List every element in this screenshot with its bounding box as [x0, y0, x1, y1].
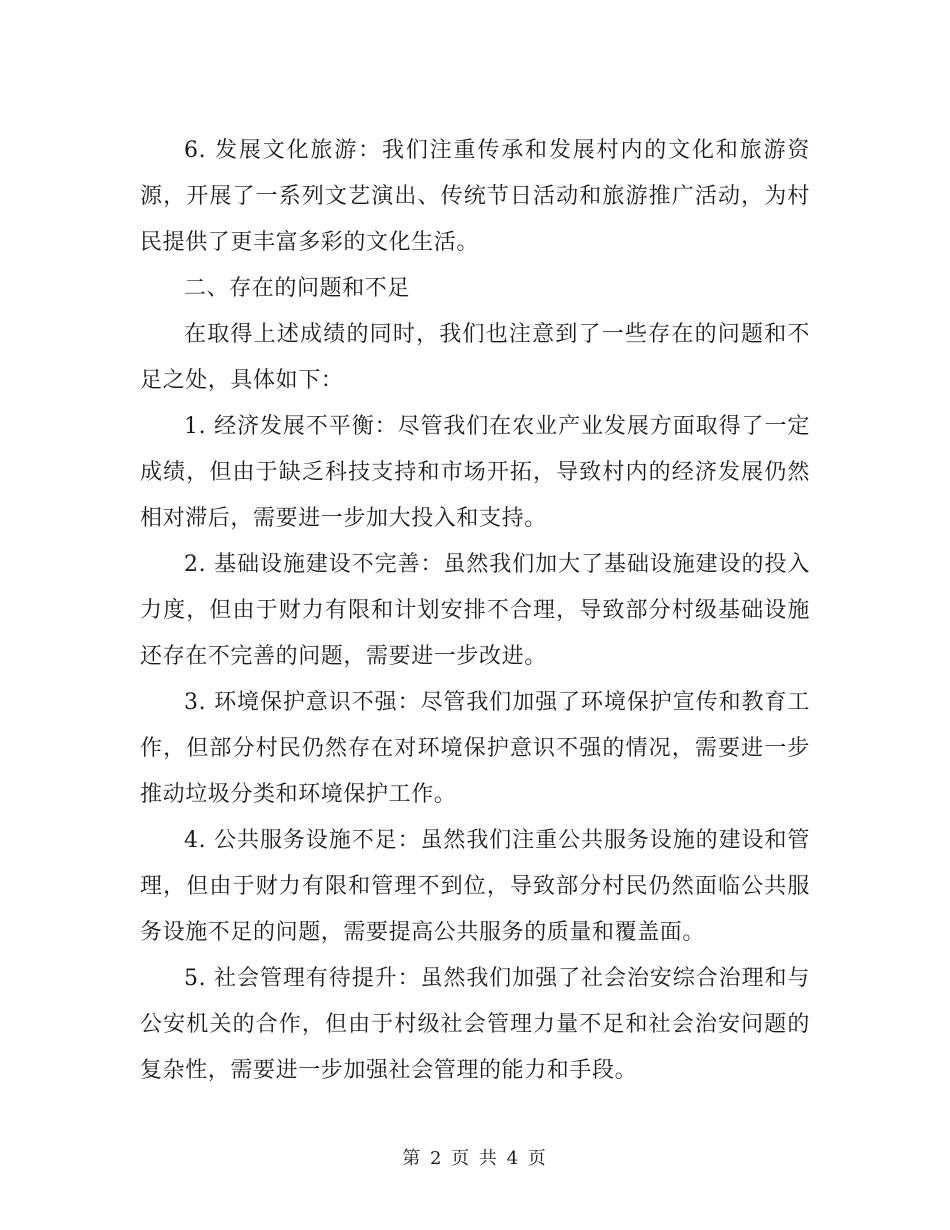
paragraph-public-services: 4. 公共服务设施不足：虽然我们注重公共服务设施的建设和管理，但由于财力有限和管理不到位，导致部分村民仍然面临公共服务设施不足的问题，需要提高公共服务的质量和覆盖面。: [140, 828, 810, 945]
page-number-footer: 第 2 页 共 4 页: [402, 1148, 548, 1169]
paragraph-environment: 3. 环境保护意识不强：尽管我们加强了环境保护宣传和教育工作，但部分村民仍然存在对环境保护意识不强的情况，需要进一步推动垃圾分类和环境保护工作。: [140, 690, 810, 807]
paragraph-culture-tourism: 6. 发展文化旅游：我们注重传承和发展村内的文化和旅游资源，开展了一系列文艺演出、传统节日活动和旅游推广活动，为村民提供了更丰富多彩的文化生活。: [140, 138, 810, 255]
paragraph-economy: 1. 经济发展不平衡：尽管我们在农业产业发展方面取得了一定成绩，但由于缺乏科技支持和市场开拓，导致村内的经济发展仍然相对滞后，需要进一步加大投入和支持。: [140, 414, 810, 531]
section-heading-problems: 二、存在的问题和不足: [184, 276, 411, 301]
paragraph-intro-problems: 在取得上述成绩的同时，我们也注意到了一些存在的问题和不足之处，具体如下：: [140, 322, 810, 393]
paragraph-social-management: 5. 社会管理有待提升：虽然我们加强了社会治安综合治理和与公安机关的合作，但由于村级社会管理力量不足和社会治安问题的复杂性，需要进一步加强社会管理的能力和手段。: [140, 966, 810, 1083]
paragraph-infrastructure: 2. 基础设施建设不完善：虽然我们加大了基础设施建设的投入力度，但由于财力有限和计划安排不合理，导致部分村级基础设施还存在不完善的问题，需要进一步改进。: [140, 552, 810, 669]
document-body: [140, 128, 810, 1094]
